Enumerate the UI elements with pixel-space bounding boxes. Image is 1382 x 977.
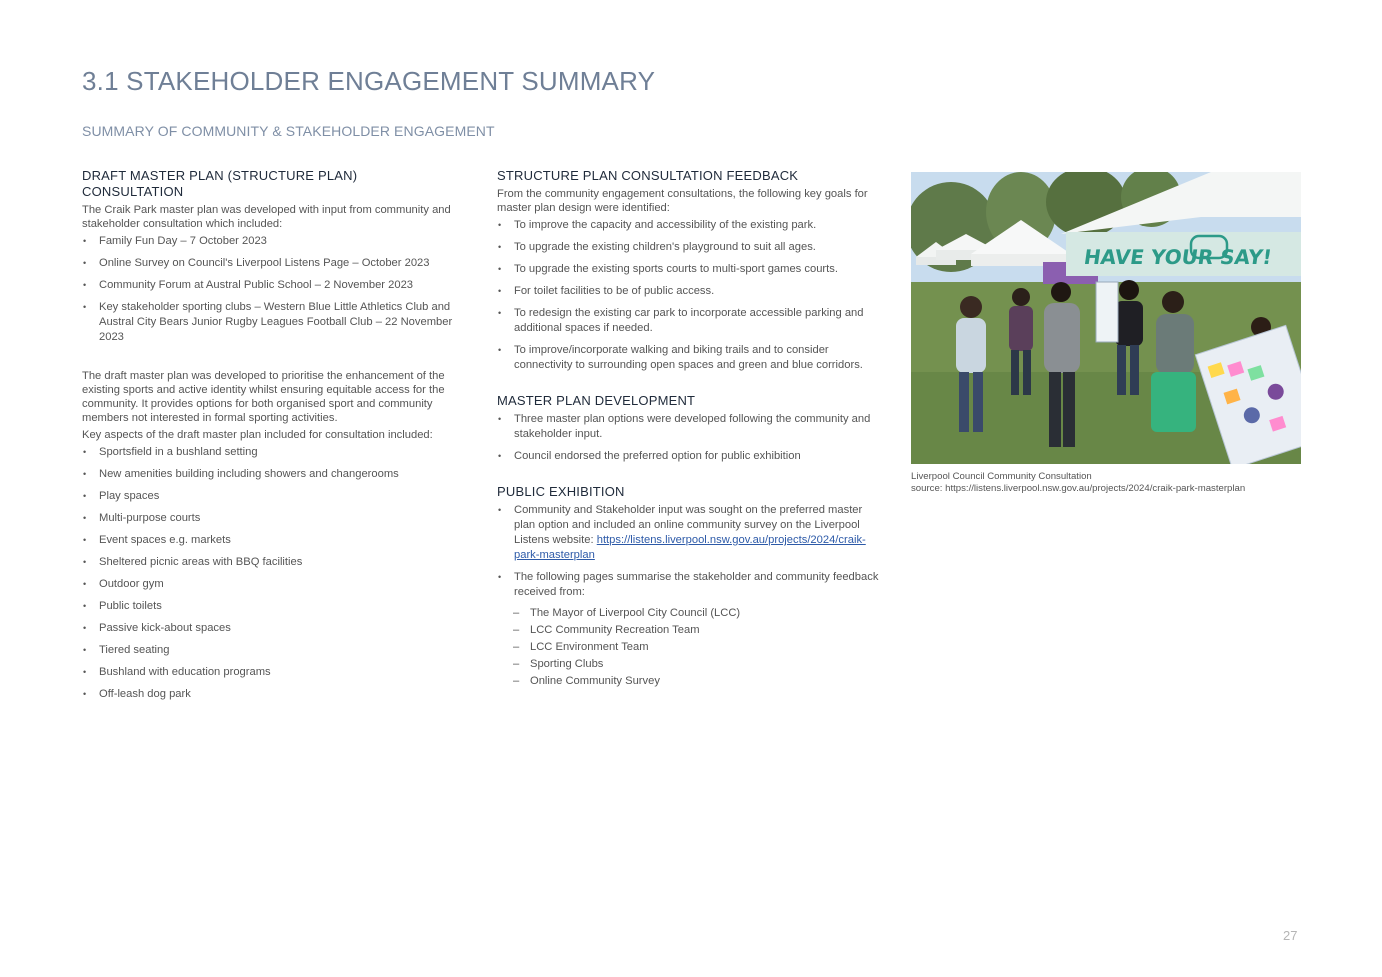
list-item: • New amenities building including showers and changerooms: [82, 467, 460, 482]
column-photo: [911, 172, 1303, 495]
key-aspects-list: [82, 445, 460, 702]
list-item: – Online Community Survey: [497, 673, 879, 690]
list-item: [497, 503, 879, 563]
section-heading-development: MASTER PLAN DEVELOPMENT: [497, 393, 696, 408]
list-item: • To improve/incorporate walking and biking trails and to consider connectivity to surrounding open spaces and green and blue corridors.: [497, 343, 879, 373]
list-item: – LCC Community Recreation Team: [497, 622, 879, 639]
list-item: • Tiered seating: [82, 643, 460, 658]
feedback-intro: From the community engagement consultations, the following key goals for master plan design were identified:: [497, 188, 868, 214]
list-item: – Sporting Clubs: [497, 656, 879, 673]
draft-plan-paragraph: The draft master plan was developed to prioritise the enhancement of the existing sports and active identity whilst ensuring equitable access for the community. It provides options for both organised sport and community members not interested in formal sporting activities.: [82, 370, 445, 424]
liverpool-listens-link[interactable]: https://listens.liverpool.nsw.gov.au/projects/2024/craik-park-masterplan: [514, 534, 866, 561]
list-item: • To upgrade the existing sports courts to multi-sport games courts.: [497, 262, 879, 277]
list-item: • Event spaces e.g. markets: [82, 533, 460, 548]
list-item: • Family Fun Day – 7 October 2023: [82, 234, 460, 249]
consultation-intro: The Craik Park master plan was developed with input from community and stakeholder consultation which included:: [82, 204, 451, 230]
goals-list: [497, 218, 879, 373]
list-item: • Sheltered picnic areas with BBQ facilities: [82, 555, 460, 570]
list-item: • Online Survey on Council's Liverpool Listens Page – October 2023: [82, 256, 460, 271]
page-number: 27: [1283, 928, 1298, 943]
page-subtitle: SUMMARY OF COMMUNITY & STAKEHOLDER ENGAGEMENT: [82, 123, 495, 139]
list-item: – The Mayor of Liverpool City Council (LCC): [497, 605, 879, 622]
consultation-list: [82, 234, 460, 345]
column-feedback: [497, 168, 879, 690]
list-item: • Key stakeholder sporting clubs – Western Blue Little Athletics Club and Austral City Bears Junior Rugby Leagues Football Club – 22 November 2023: [82, 300, 460, 345]
list-item: • To upgrade the existing children's playground to suit all ages.: [497, 240, 879, 255]
list-item: • Community Forum at Austral Public School – 2 November 2023: [82, 278, 460, 293]
feedback-sources-list: [497, 605, 879, 690]
list-item: • To redesign the existing car park to incorporate accessible parking and additional spaces if needed.: [497, 306, 879, 336]
list-item: • Council endorsed the preferred option for public exhibition: [497, 449, 879, 464]
list-item: • Play spaces: [82, 489, 460, 504]
section-heading-draft-consultation: DRAFT MASTER PLAN (STRUCTURE PLAN) CONSULTATION: [82, 168, 358, 199]
list-item: • Public toilets: [82, 599, 460, 614]
list-item: • Bushland with education programs: [82, 665, 460, 680]
list-item: • Multi-purpose courts: [82, 511, 460, 526]
list-item: • Outdoor gym: [82, 577, 460, 592]
list-item: – LCC Environment Team: [497, 639, 879, 656]
exhibition-text: Community and Stakeholder input was sought on the preferred master plan option and included an online community survey on the Liverpool Listens website:: [514, 504, 863, 546]
section-heading-feedback: STRUCTURE PLAN CONSULTATION FEEDBACK: [497, 168, 799, 183]
list-item: • For toilet facilities to be of public access.: [497, 284, 879, 299]
exhibition-list: [497, 503, 879, 600]
photo-caption: [911, 471, 1303, 495]
development-list: [497, 412, 879, 464]
consultation-photo: [911, 172, 1301, 464]
list-item: • Three master plan options were developed following the community and stakeholder input.: [497, 412, 879, 442]
list-item: • Off-leash dog park: [82, 687, 460, 702]
caption-title: Liverpool Council Community Consultation: [911, 471, 1092, 482]
list-item: • Sportsfield in a bushland setting: [82, 445, 460, 460]
list-item: • The following pages summarise the stakeholder and community feedback received from:: [497, 570, 879, 600]
photo-illustration: [911, 172, 1301, 464]
column-draft-master-plan: [82, 168, 460, 702]
page-title: 3.1 STAKEHOLDER ENGAGEMENT SUMMARY: [82, 66, 656, 96]
banner-text: HAVE YOUR SAY!: [1082, 245, 1274, 269]
caption-source: source: https://listens.liverpool.nsw.gov.au/projects/2024/craik-park-masterplan: [911, 483, 1246, 494]
list-item: • To improve the capacity and accessibility of the existing park.: [497, 218, 879, 233]
key-aspects-intro: Key aspects of the draft master plan included for consultation included:: [82, 429, 433, 441]
section-heading-exhibition: PUBLIC EXHIBITION: [497, 484, 625, 499]
list-item: • Passive kick-about spaces: [82, 621, 460, 636]
